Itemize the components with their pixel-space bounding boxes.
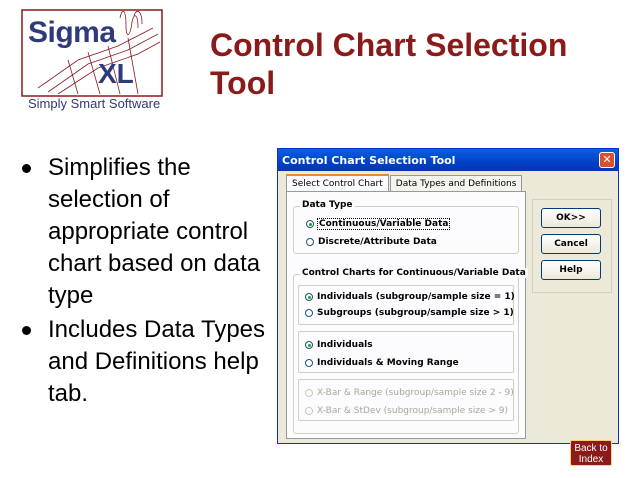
bullet-dot-icon — [22, 326, 31, 335]
radio-checked-icon — [305, 293, 313, 301]
ok-button[interactable]: OK>> — [541, 208, 601, 228]
radio-individuals[interactable] — [305, 340, 373, 350]
individuals-box — [298, 331, 514, 373]
bullet-list — [22, 152, 272, 412]
radio-disabled-icon — [305, 407, 313, 415]
bullet-text: Includes Data Types and Definitions help tab. — [48, 316, 266, 407]
radio-xbar-range — [305, 388, 514, 398]
close-icon[interactable]: ✕ — [599, 152, 615, 168]
bullet-dot-icon — [22, 164, 31, 173]
logo-xl-text: XL — [98, 58, 134, 89]
radio-unchecked-icon — [306, 238, 314, 246]
radio-checked-icon — [306, 220, 314, 228]
logo-sigma-text: Sigma — [28, 16, 116, 49]
tab-data-types-definitions[interactable]: Data Types and Definitions — [390, 175, 523, 193]
tab-select-control-chart[interactable]: Select Control Chart — [286, 174, 389, 194]
charts-legend: Control Charts for Continuous/Variable Data — [302, 268, 526, 278]
radio-individuals-moving-range[interactable] — [305, 358, 459, 368]
sigmaxl-logo — [8, 8, 168, 126]
dialog-title: Control Chart Selection Tool — [282, 153, 456, 167]
button-column — [532, 199, 612, 293]
radio-label: Individuals (subgroup/sample size = 1) — [317, 292, 515, 302]
data-type-group — [293, 200, 519, 254]
help-button[interactable]: Help — [541, 260, 601, 280]
bullet-item — [22, 152, 272, 312]
radio-discrete-data[interactable] — [306, 237, 437, 247]
logo-tagline: Simply Smart Software — [28, 96, 161, 111]
radio-label: X-Bar & StDev (subgroup/sample size > 9) — [317, 406, 508, 416]
radio-continuous-data[interactable] — [306, 219, 449, 229]
bullet-item — [22, 314, 272, 410]
data-type-legend: Data Type — [302, 200, 353, 210]
tab-panel — [286, 191, 526, 439]
cancel-button[interactable]: Cancel — [541, 234, 601, 254]
radio-subgroups[interactable] — [305, 308, 514, 318]
bullet-text: Simplifies the selection of appropriate control chart based on data type — [48, 154, 261, 309]
radio-disabled-icon — [305, 389, 313, 397]
subgroup-size-box — [298, 285, 514, 325]
radio-label: Discrete/Attribute Data — [318, 237, 437, 247]
charts-group — [293, 268, 526, 434]
control-chart-dialog — [277, 148, 619, 444]
slide-title: Control Chart Selection Tool — [210, 27, 568, 101]
back-to-index-button[interactable]: Back to Index — [570, 440, 612, 466]
radio-label: Subgroups (subgroup/sample size > 1) — [317, 308, 514, 318]
radio-xbar-stdev — [305, 406, 508, 416]
radio-label: Individuals & Moving Range — [317, 358, 459, 368]
radio-label: Continuous/Variable Data — [319, 219, 449, 229]
radio-label: Individuals — [317, 340, 373, 350]
xbar-box — [298, 379, 514, 421]
radio-checked-icon — [305, 341, 313, 349]
radio-unchecked-icon — [305, 359, 313, 367]
radio-label: X-Bar & Range (subgroup/sample size 2 - 9) — [317, 388, 514, 398]
dialog-titlebar[interactable] — [278, 149, 618, 171]
radio-individuals-size1[interactable] — [305, 292, 515, 302]
radio-unchecked-icon — [305, 309, 313, 317]
